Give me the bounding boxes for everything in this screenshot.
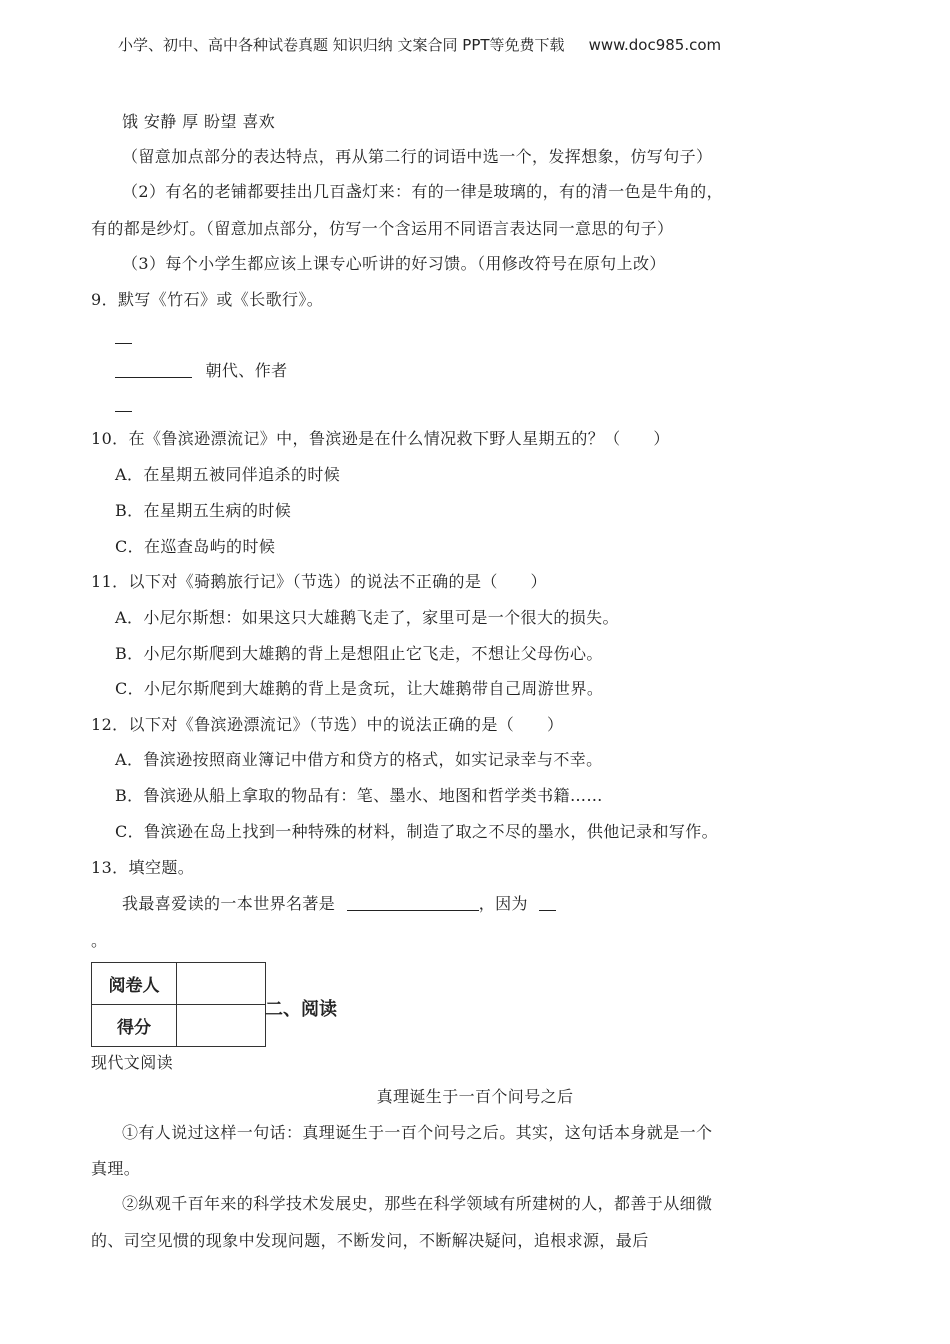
q13-book-blank[interactable]	[347, 894, 479, 911]
q13-text-a: 我最喜爱读的一本世界名著是	[122, 894, 336, 913]
score-cell[interactable]	[177, 1005, 266, 1047]
q9-author-label: 朝代、作者	[205, 361, 288, 380]
q8-item2-line1: （2）有名的老铺都要挂出几百盏灯来：有的一律是玻璃的，有的清一色是牛角的，	[122, 182, 723, 201]
q9-author-blank[interactable]	[115, 361, 192, 378]
q11-option-a[interactable]: A．小尼尔斯想：如果这只大雄鹅飞走了，家里可是一个很大的损失。	[115, 608, 619, 627]
header-site-text: 小学、初中、高中各种试卷真题 知识归纳 文案合同 PPT等免费下载	[118, 36, 565, 54]
reviewer-label: 阅卷人	[92, 963, 177, 1005]
q13-stem: 13．填空题。	[91, 858, 195, 877]
article-title: 真理诞生于一百个问号之后	[376, 1087, 574, 1106]
q10-option-a[interactable]: A．在星期五被同伴追杀的时候	[115, 465, 341, 484]
q10-option-c[interactable]: C．在巡查岛屿的时候	[115, 537, 276, 556]
q10-stem: 10．在《鲁滨逊漂流记》中，鲁滨逊是在什么情况救下野人星期五的？（ ）	[91, 429, 670, 448]
q9-author-row	[115, 360, 288, 382]
article-p1-line1: ①有人说过这样一句话：真理诞生于一百个问号之后。其实，这句话本身就是一个	[122, 1123, 713, 1142]
q8-word-list: 饿 安静 厚 盼望 喜欢	[122, 112, 276, 131]
article-p2-line1: ②纵观千百年来的科学技术发展史，那些在科学领域有所建树的人，都善于从细微	[122, 1194, 713, 1213]
article-p2-line2: 的、司空见惯的现象中发现问题，不断发问，不断解决疑问，追根求源，最后	[91, 1231, 649, 1250]
q13-fill-row	[122, 893, 556, 915]
section-2-subtitle: 现代文阅读	[91, 1053, 174, 1072]
q9-answer-line-2[interactable]	[115, 411, 132, 412]
q12-option-a[interactable]: A．鲁滨逊按照商业簿记中借方和贷方的格式，如实记录幸与不幸。	[115, 750, 603, 769]
score-table	[91, 962, 266, 1047]
header-url-link[interactable]: www.doc985.com	[588, 36, 722, 54]
q8-hint-1: （留意加点部分的表达特点，再从第二行的词语中选一个，发挥想象，仿写句子）	[122, 147, 713, 166]
q11-stem: 11．以下对《骑鹅旅行记》（节选）的说法不正确的是（ ）	[91, 572, 547, 591]
q10-option-b[interactable]: B．在星期五生病的时候	[115, 501, 292, 520]
reviewer-cell[interactable]	[177, 963, 266, 1005]
q12-stem: 12．以下对《鲁滨逊漂流记》（节选）中的说法正确的是（ ）	[91, 715, 564, 734]
q8-item3: （3）每个小学生都应该上课专心听讲的好习馈。（用修改符号在原句上改）	[122, 254, 666, 273]
q13-end-mark: 。	[91, 931, 108, 950]
page-header	[118, 34, 721, 55]
q9-answer-line-1[interactable]	[115, 343, 132, 344]
q12-option-c[interactable]: C．鲁滨逊在岛上找到一种特殊的材料，制造了取之不尽的墨水，供他记录和写作。	[115, 822, 719, 841]
section-2-title: 二、阅读	[265, 999, 337, 1020]
q11-option-b[interactable]: B．小尼尔斯爬到大雄鹅的背上是想阻止它飞走，不想让父母伤心。	[115, 644, 603, 663]
q9-stem: 9．默写《竹石》或《长歌行》。	[91, 290, 324, 309]
q11-option-c[interactable]: C．小尼尔斯爬到大雄鹅的背上是贪玩，让大雄鹅带自己周游世界。	[115, 679, 604, 698]
q13-text-b: ，因为	[478, 894, 528, 913]
q8-item2-line2: 有的都是纱灯。（留意加点部分，仿写一个含运用不同语言表达同一意思的句子）	[91, 219, 674, 238]
article-p1-line2: 真理。	[91, 1159, 141, 1178]
q13-reason-blank[interactable]	[539, 894, 556, 911]
score-label: 得分	[92, 1005, 177, 1047]
q12-option-b[interactable]: B．鲁滨逊从船上拿取的物品有：笔、墨水、地图和哲学类书籍……	[115, 786, 603, 805]
